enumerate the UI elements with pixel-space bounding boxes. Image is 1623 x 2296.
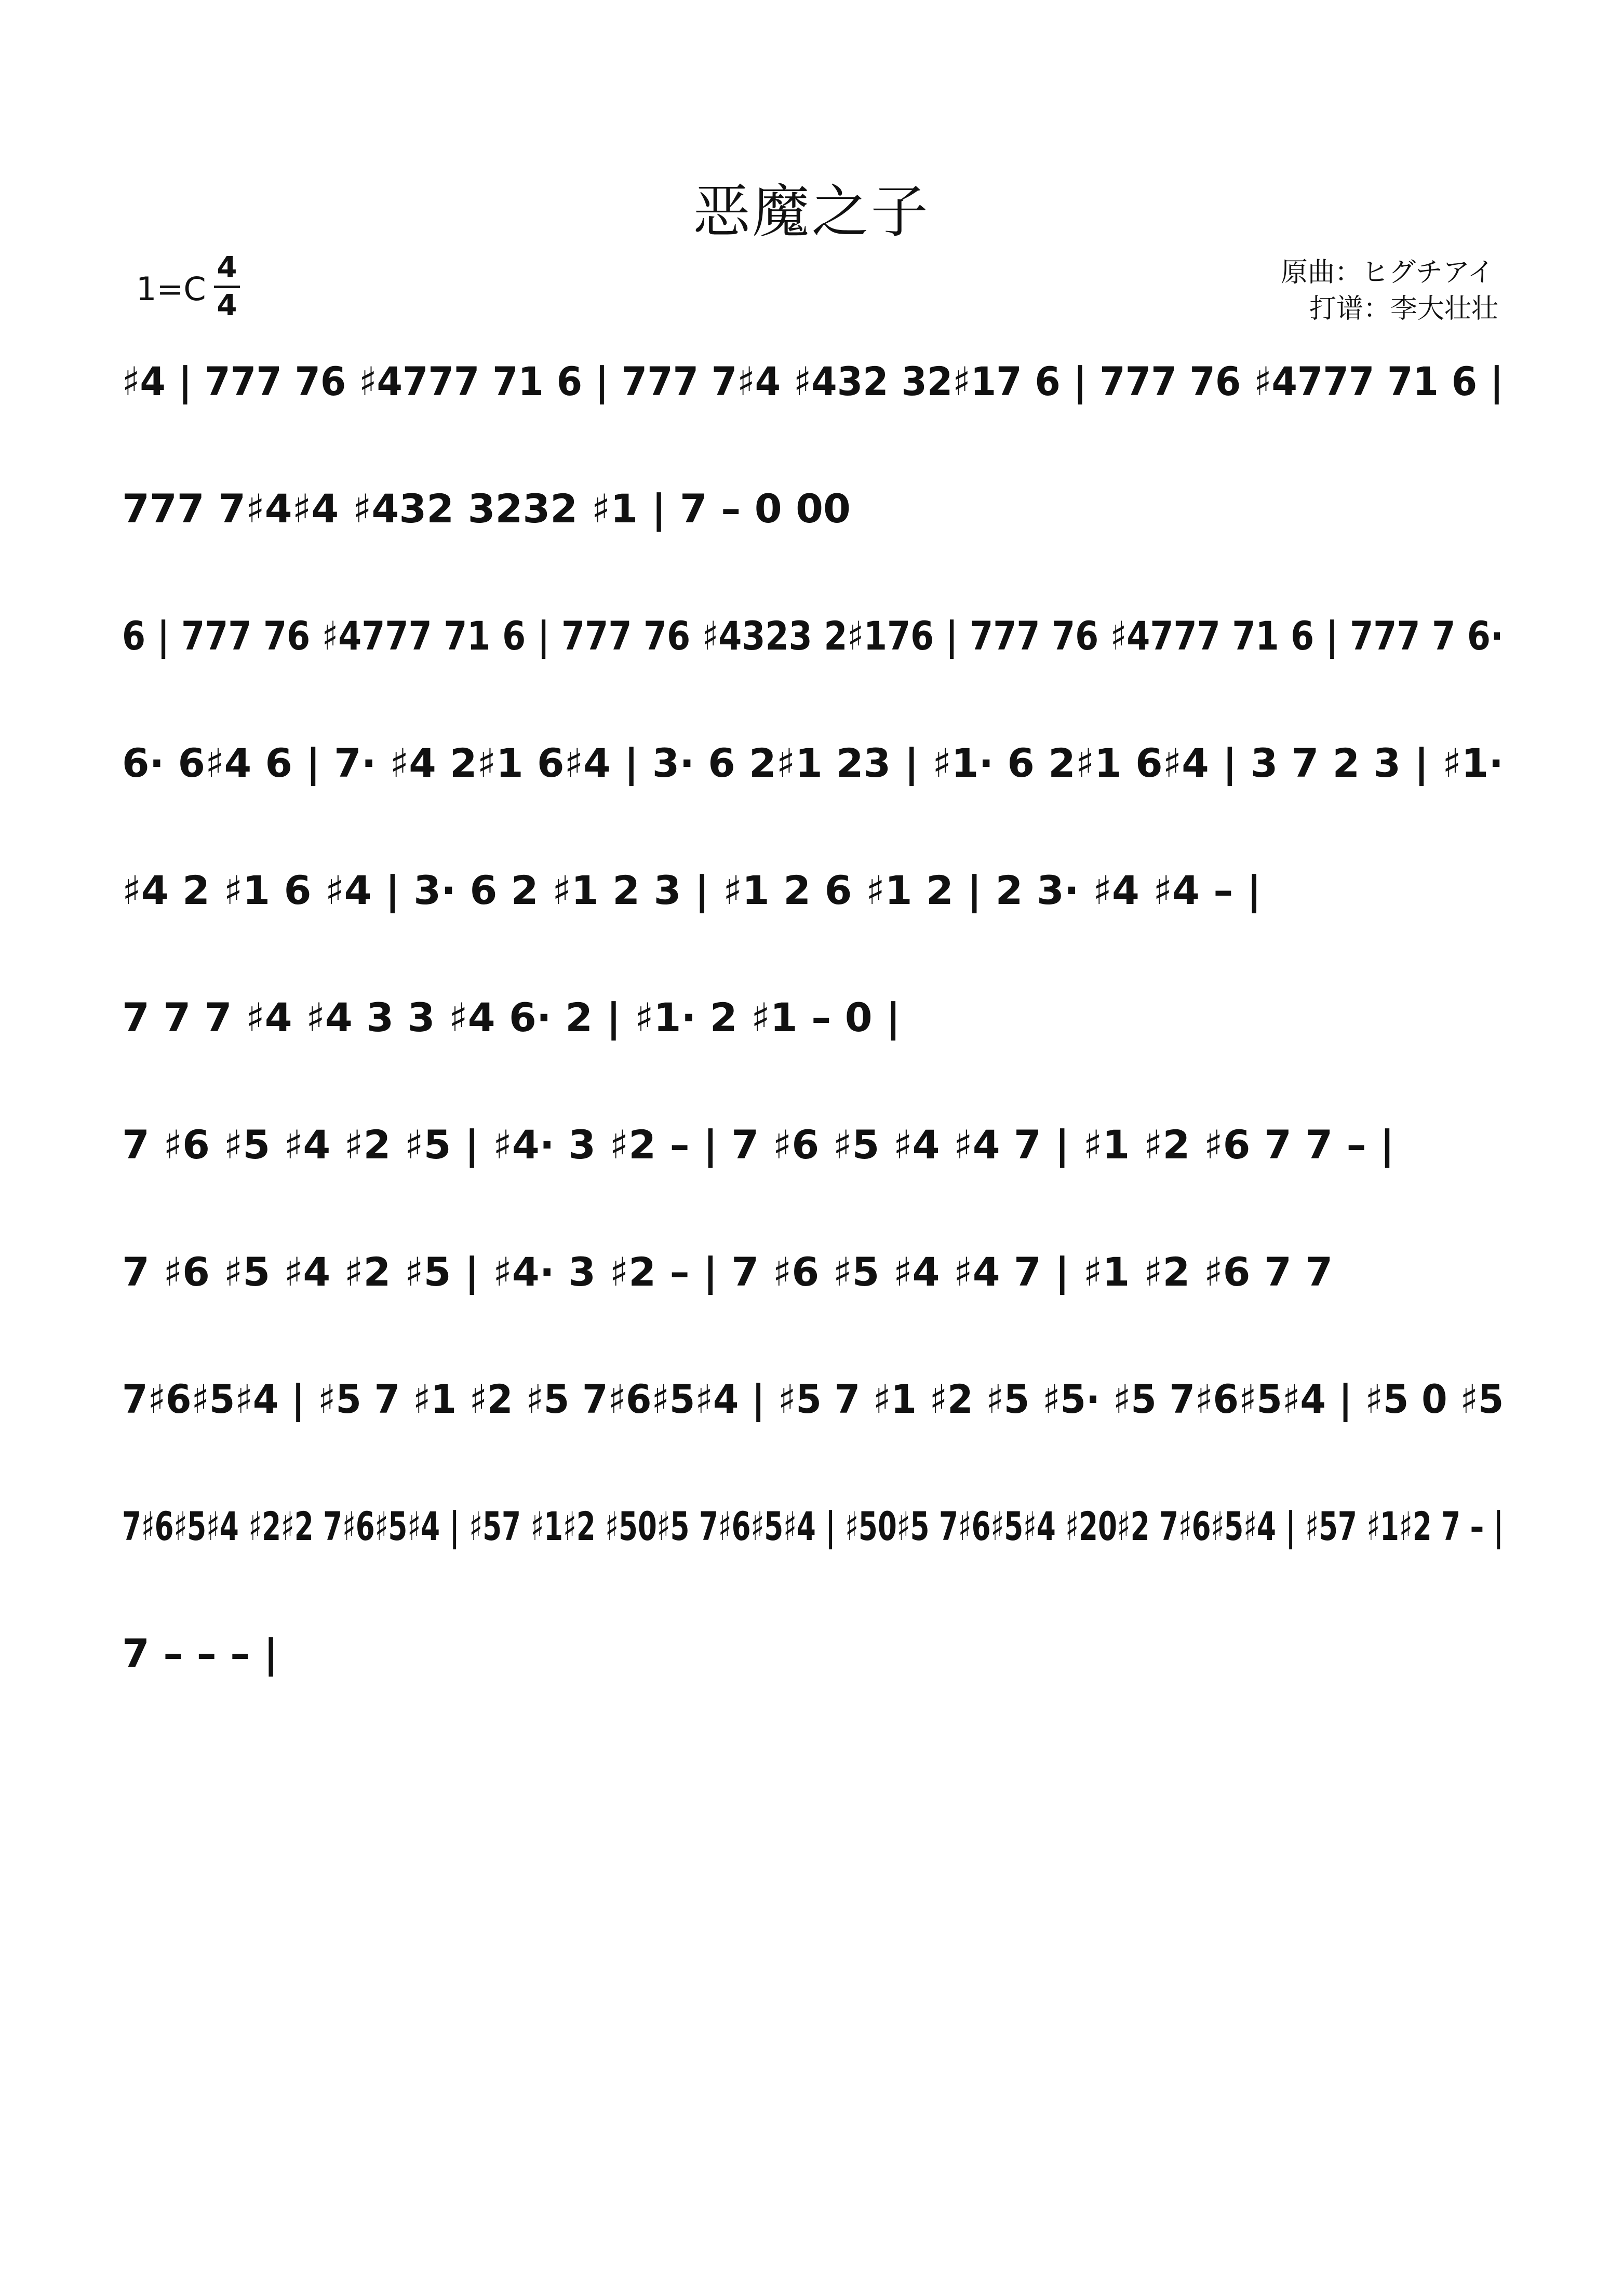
credits [1281,254,1498,327]
time-signature-numerator: 4 [214,250,240,288]
page-title: 恶魔之子 [693,179,930,245]
score-line-text: 7 ♯6 ♯5 ♯4 ♯2 ♯5 | ♯4· 3 ♯2 – | 7 ♯6 ♯5 ♯4 ♯4 7 | ♯1 ♯2 ♯6 7 7 – | [122,1122,1394,1168]
time-signature-denominator: 4 [217,289,237,322]
time-signature [214,250,240,323]
score-line-9 [122,1376,1504,1449]
score-line-8 [122,1249,1504,1321]
score-line-text: 7 7 7 ♯4 ♯4 3 3 ♯4 6· 2 | ♯1· 2 ♯1 – 0 | [122,994,901,1041]
score-line-text: ♯4 | 777 76 ♯4777 71 6 | 777 7♯4 ♯432 32♯17 6 | 777 76 ♯4777 71 6 | [122,358,1504,404]
score-line-text: 7 ♯6 ♯5 ♯4 ♯2 ♯5 | ♯4· 3 ♯2 – | 7 ♯6 ♯5 ♯4 ♯4 7 | ♯1 ♯2 ♯6 7 7 [122,1249,1333,1295]
score-line-7 [122,1122,1504,1194]
score-line-4 [122,740,1504,813]
score-line-text: 7♯6♯5♯4 ♯2♯2 7♯6♯5♯4 | ♯57 ♯1♯2 ♯50♯5 7♯6♯5♯4 | ♯50♯5 7♯6♯5♯4 ♯20♯2 7♯6♯5♯4 | ♯57 ♯1♯2 7 – | [122,1503,1504,1549]
score-line-text: ♯4 2 ♯1 6 ♯4 | 3· 6 2 ♯1 2 3 | ♯1 2 6 ♯1 2 | 2 3· ♯4 ♯4 – | [122,867,1262,913]
score-line-text: 7 – – – | [122,1630,278,1677]
score-line-6 [122,994,1504,1067]
score-line-text: 7♯6♯5♯4 | ♯5 7 ♯1 ♯2 ♯5 7♯6♯5♯4 | ♯5 7 ♯1 ♯2 ♯5 ♯5· ♯5 7♯6♯5♯4 | ♯5 0 ♯5 [122,1376,1504,1422]
score-line-2 [122,485,1504,558]
score-line-text: 6 | 777 76 ♯4777 71 6 | 777 76 ♯4323 2♯176 | 777 76 ♯4777 71 6 | 777 7 6· [122,613,1504,659]
score-line-10 [122,1503,1504,1576]
score-line-3 [122,613,1504,685]
composer-credit: 原曲：ヒグチアイ [1280,257,1495,288]
score-line-11 [122,1630,1504,1703]
score-line-text: 6· 6♯4 6 | 7· ♯4 2♯1 6♯4 | 3· 6 2♯1 23 | ♯1· 6 2♯1 6♯4 | 3 7 2 3 | ♯1· [122,740,1504,786]
score-line-5 [122,867,1504,940]
score-line-1 [122,358,1504,431]
transcriber-credit: 打谱：李大壮壮 [1309,293,1498,325]
score-line-text: 777 7♯4♯4 ♯432 3232 ♯1 | 7 – 0 00 [122,485,851,532]
key-signature: 1=C [136,270,206,308]
